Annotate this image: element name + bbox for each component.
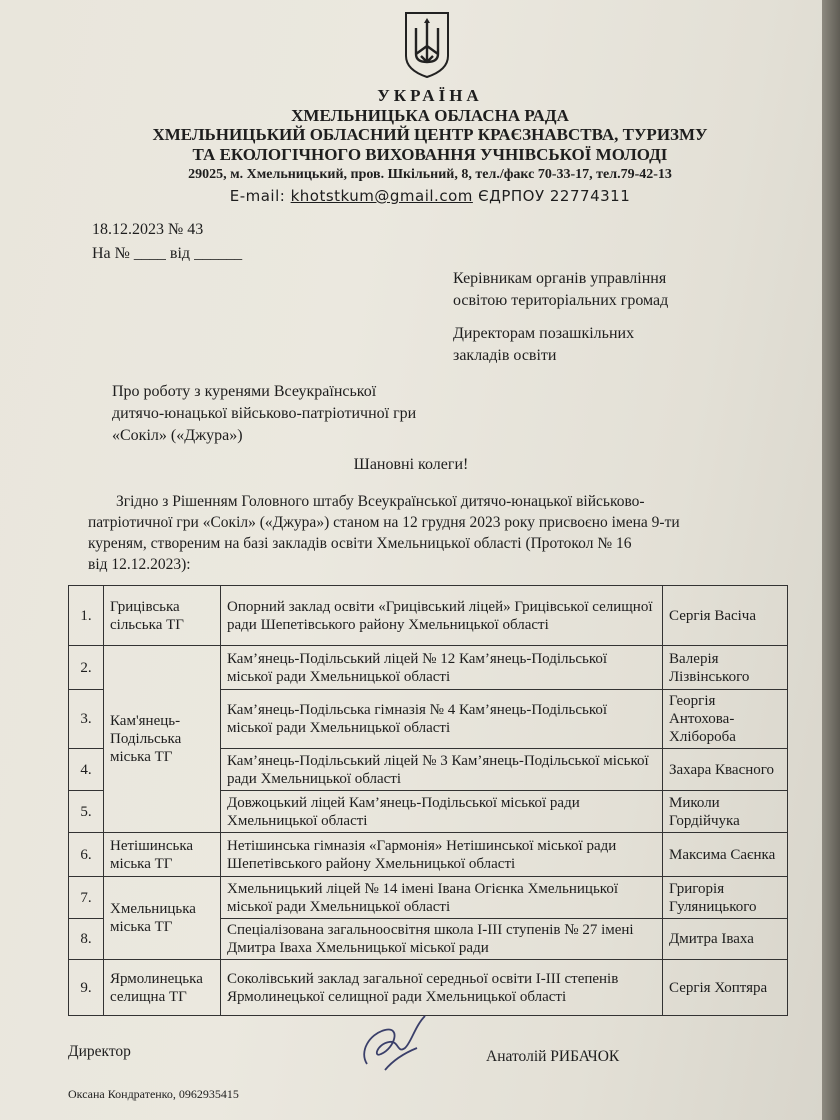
name-cell: Георгія Антохова-Хлібороба <box>663 690 788 749</box>
community-cell: Ярмолинецька селищна ТГ <box>104 960 221 1016</box>
header-org-line2: ТА ЕКОЛОГІЧНОГО ВИХОВАННЯ УЧНІВСЬКОЇ МОЛОДІ <box>192 145 668 164</box>
community-cell: Хмельницька міська ТГ <box>104 877 221 960</box>
institution-cell: Кам’янець-Подільський ліцей № 12 Кам’янець-Подільської міської ради Хмельницької області <box>221 646 663 690</box>
name-cell: Сергія Хоптяра <box>663 960 788 1016</box>
table-row <box>69 646 788 690</box>
recipient-1-line1: Керівникам органів управління <box>453 270 667 287</box>
institution-cell: Спеціалізована загальноосвітня школа І-ІІІ ступенів № 27 імені Дмитра Іваха Хмельницької міської ради <box>221 919 663 960</box>
body-line3: куреням, створеним на базі закладів освіти Хмельницької області (Протокол № 16 <box>88 535 632 552</box>
subject-line3: «Сокіл» («Джура») <box>112 427 243 444</box>
institution-cell: Кам’янець-Подільська гімназія № 4 Кам’янець-Подільської міської ради Хмельницької області <box>221 690 663 749</box>
signature-icon <box>355 1008 435 1078</box>
recipient-2-line1: Директорам позашкільних <box>453 325 635 342</box>
row-number: 6. <box>69 833 104 877</box>
name-cell: Максима Саєнка <box>663 833 788 877</box>
name-cell: Сергія Васіча <box>663 586 788 646</box>
name-cell: Захара Квасного <box>663 749 788 791</box>
table-row <box>69 877 788 919</box>
letter-date-number: 18.12.2023 № 43 <box>92 221 204 238</box>
header-org-line1: ХМЕЛЬНИЦЬКИЙ ОБЛАСНИЙ ЦЕНТР КРАЄЗНАВСТВА, ТУРИЗМУ <box>152 125 708 144</box>
row-number: 7. <box>69 877 104 919</box>
recipient-2-line2: закладів освіти <box>453 347 557 364</box>
coat-of-arms-icon <box>402 10 452 80</box>
subject-line2: дитячо-юнацької військово-патріотичної гри <box>112 405 417 422</box>
name-cell: Григорія Гуляницького <box>663 877 788 919</box>
institution-cell: Нетішинська гімназія «Гармонія» Нетішинської міської ради Шепетівського району Хмельницької області <box>221 833 663 877</box>
email-link[interactable]: khotstkum@gmail.com <box>290 187 473 205</box>
table-row <box>69 833 788 877</box>
institution-cell: Довжоцький ліцей Кам’янець-Подільської міської ради Хмельницької області <box>221 791 663 833</box>
institution-cell: Хмельницький ліцей № 14 імені Івана Огієнка Хмельницької міської ради Хмельницької області <box>221 877 663 919</box>
letter-reply-ref: На № ____ від ______ <box>92 245 243 262</box>
table-row <box>69 586 788 646</box>
greeting: Шановні колеги! <box>353 456 469 473</box>
recipient-1-line2: освітою територіальних громад <box>453 292 669 309</box>
recipient-1 <box>453 268 668 312</box>
header-council: ХМЕЛЬНИЦЬКА ОБЛАСНА РАДА <box>291 106 569 125</box>
row-number: 8. <box>69 919 104 960</box>
row-number: 5. <box>69 791 104 833</box>
community-cell: Нетішинська міська ТГ <box>104 833 221 877</box>
body-line4: від 12.12.2023): <box>88 556 191 573</box>
community-cell: Грицівська сільська ТГ <box>104 586 221 646</box>
signatory-position: Директор <box>68 1043 131 1060</box>
institution-cell: Соколівський заклад загальної середньої освіти І-ІІІ степенів Ярмолинецької селищної ради Хмельницької області <box>221 960 663 1016</box>
body-line1: Згідно з Рішенням Головного штабу Всеукраїнської дитячо-юнацької військово- <box>116 493 645 510</box>
kurens-table <box>68 585 788 1016</box>
row-number: 3. <box>69 690 104 749</box>
subject-line1: Про роботу з куренями Всеукраїнської <box>112 383 377 400</box>
header-country: УКРАЇНА <box>377 86 483 105</box>
name-cell: Валерія Лізвінського <box>663 646 788 690</box>
community-cell: Кам'янець-Подільська міська ТГ <box>104 646 221 833</box>
subject <box>112 381 416 447</box>
row-number: 4. <box>69 749 104 791</box>
body-paragraph <box>88 491 788 575</box>
header-contacts <box>60 187 800 205</box>
executor-contact: Оксана Кондратенко, 0962935415 <box>68 1087 239 1101</box>
row-number: 1. <box>69 586 104 646</box>
row-number: 2. <box>69 646 104 690</box>
signatory-name: Анатолій РИБАЧОК <box>486 1048 620 1065</box>
email-label: E-mail: <box>229 187 286 205</box>
name-cell: Миколи Гордійчука <box>663 791 788 833</box>
recipient-2 <box>453 323 634 367</box>
edrpou: ЄДРПОУ 22774311 <box>478 187 631 205</box>
name-cell: Дмитра Іваха <box>663 919 788 960</box>
institution-cell: Кам’янець-Подільський ліцей № 3 Кам’янець-Подільської міської ради Хмельницької області <box>221 749 663 791</box>
row-number: 9. <box>69 960 104 1016</box>
header-address: 29025, м. Хмельницький, пров. Шкільний, 8, тел./факс 70-33-17, тел.79-42-13 <box>188 167 672 182</box>
background-edge <box>822 0 840 1120</box>
institution-cell: Опорний заклад освіти «Грицівський ліцей» Грицівської селищної ради Шепетівського району Хмельницької області <box>221 586 663 646</box>
body-line2: патріотичної гри «Сокіл» («Джура») станом на 12 грудня 2023 року присвоєно імена 9-ти <box>88 514 680 531</box>
